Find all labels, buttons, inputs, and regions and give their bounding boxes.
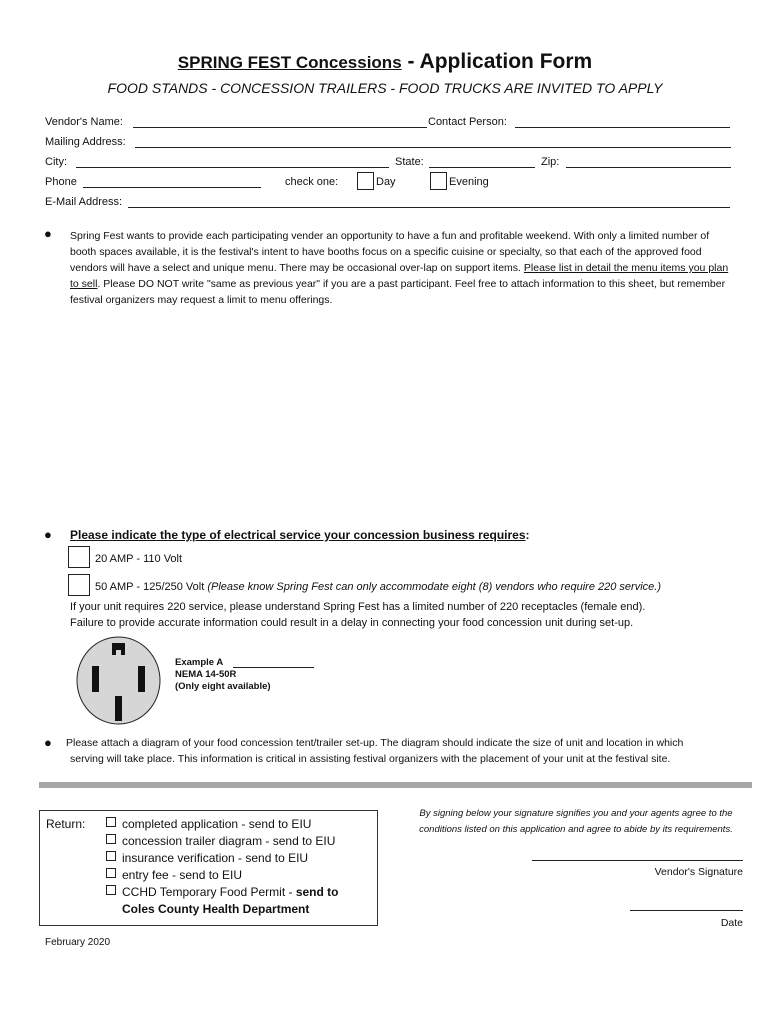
- city-label: City:: [45, 156, 67, 168]
- footer-date: February 2020: [45, 937, 111, 948]
- statement-line2: conditions listed on this application and agree to abide by its requirements.: [419, 824, 733, 835]
- return-item: [106, 884, 339, 901]
- page-title: [0, 50, 770, 74]
- title-sep: -: [401, 50, 420, 73]
- contact-person-label: Contact Person:: [428, 116, 507, 128]
- vendor-name-field[interactable]: [133, 127, 427, 128]
- diagram-line2: serving will take place. This information is critical in assisting festival organizers with the placement of your unit at the festival site.: [70, 753, 671, 765]
- return-item-bold: send to: [295, 885, 339, 899]
- return-label: Return:: [46, 817, 86, 831]
- example-line1: Example A: [175, 657, 224, 668]
- electrical-heading-text: Please indicate the type of electrical service your concession business requires: [70, 528, 526, 542]
- amp50-checkbox[interactable]: [68, 574, 90, 596]
- return-item: [106, 867, 339, 884]
- example-line3: (Only eight available): [175, 681, 271, 692]
- amp50-text: 50 AMP - 125/250 Volt: [95, 581, 208, 593]
- bullet-dot: ●: [44, 527, 52, 542]
- amp50-note: (Please know Spring Fest can only accommodate eight (8) vendors who require 220 service.): [207, 581, 661, 593]
- title-part1: SPRING FEST Concessions: [177, 53, 402, 72]
- menu-text-b: . Please DO NOT write "same as previous year" if you are a past participant. Feel free to attach information to this sheet, but remember festival organizers may request a limit to menu offerings.: [70, 278, 726, 306]
- checkbox-icon: [106, 834, 116, 844]
- vendor-name-label: Vendor's Name:: [45, 116, 123, 128]
- signature-statement: [400, 806, 752, 838]
- amp20-label: 20 AMP - 110 Volt: [95, 553, 183, 565]
- return-item: [106, 850, 339, 867]
- vendor-signature-field[interactable]: [532, 860, 743, 861]
- state-label: State:: [395, 156, 424, 168]
- service-note-1: If your unit requires 220 service, please understand Spring Fest has a limited number of 220 receptacles (female end).: [70, 601, 646, 613]
- evening-label: Evening: [449, 176, 489, 188]
- contact-person-field[interactable]: [515, 127, 730, 128]
- return-item-text: completed application - send to EIU: [122, 817, 312, 831]
- state-field[interactable]: [429, 167, 535, 168]
- mailing-address-field[interactable]: [135, 147, 731, 148]
- zip-field[interactable]: [566, 167, 731, 168]
- return-item-text: insurance verification - send to EIU: [122, 851, 309, 865]
- zip-label: Zip:: [541, 156, 560, 168]
- example-caption: [175, 657, 271, 693]
- checkbox-icon: [106, 868, 116, 878]
- service-note-2: Failure to provide accurate information could result in a delay in connecting your food concession unit during set-up.: [70, 617, 634, 629]
- electrical-heading-colon: :: [525, 528, 530, 542]
- return-item: [106, 816, 339, 833]
- day-checkbox[interactable]: [357, 172, 374, 190]
- phone-field[interactable]: [83, 187, 261, 188]
- diagram-line1: Please attach a diagram of your food concession tent/trailer set-up. The diagram should indicate the size of unit and location in which: [66, 737, 684, 749]
- day-label: Day: [376, 176, 396, 188]
- return-item: [106, 833, 339, 850]
- checkbox-icon: [106, 851, 116, 861]
- electrical-heading: [70, 528, 530, 542]
- date-label: Date: [720, 917, 743, 929]
- example-line2: NEMA 14-50R: [175, 669, 237, 680]
- amp50-label: [95, 581, 661, 593]
- title-part2: Application Form: [419, 50, 593, 73]
- menu-text-underlined: Please list in detail the menu items you plan to sell: [70, 262, 729, 290]
- checkbox-icon: [106, 817, 116, 827]
- email-label: E-Mail Address:: [45, 196, 123, 208]
- page-subtitle: FOOD STANDS - CONCESSION TRAILERS - FOOD TRUCKS ARE INVITED TO APPLY: [107, 80, 663, 96]
- return-item-text: entry fee - send to EIU: [122, 868, 243, 882]
- return-item-text: concession trailer diagram - send to EIU: [122, 834, 336, 848]
- menu-text-a: Spring Fest wants to provide each participating vender an opportunity to have a fun and profitable weekend. With only a limited number of booth spaces available, it is the festival's intent to have booths focus on a specific cuisine or specialty, so that each of the approved food vendors will have a select and unique menu. There may be occasional over-lap on support items.: [70, 230, 710, 274]
- check-one-label: check one:: [285, 176, 339, 188]
- checkbox-icon: [106, 885, 116, 895]
- section-divider: [39, 782, 752, 788]
- return-list: [106, 816, 339, 918]
- bullet-dot: ●: [44, 226, 52, 241]
- diagram-instructions: [66, 735, 683, 767]
- example-line: [233, 667, 314, 668]
- evening-checkbox[interactable]: [430, 172, 447, 190]
- return-item-text: CCHD Temporary Food Permit -: [122, 885, 296, 899]
- amp20-checkbox[interactable]: [68, 546, 90, 568]
- email-field[interactable]: [128, 207, 730, 208]
- city-field[interactable]: [76, 167, 389, 168]
- statement-line1: By signing below your signature signifies you and your agents agree to the: [419, 808, 733, 819]
- bullet-dot: ●: [44, 735, 52, 750]
- nema-outlet-icon: [76, 636, 161, 725]
- mailing-address-label: Mailing Address:: [45, 136, 126, 148]
- menu-instructions: [70, 228, 732, 308]
- return-item-line2: Coles County Health Department: [122, 902, 310, 916]
- date-field[interactable]: [630, 910, 743, 911]
- phone-label: Phone: [45, 176, 77, 188]
- vendor-signature-label: Vendor's Signature: [654, 866, 743, 878]
